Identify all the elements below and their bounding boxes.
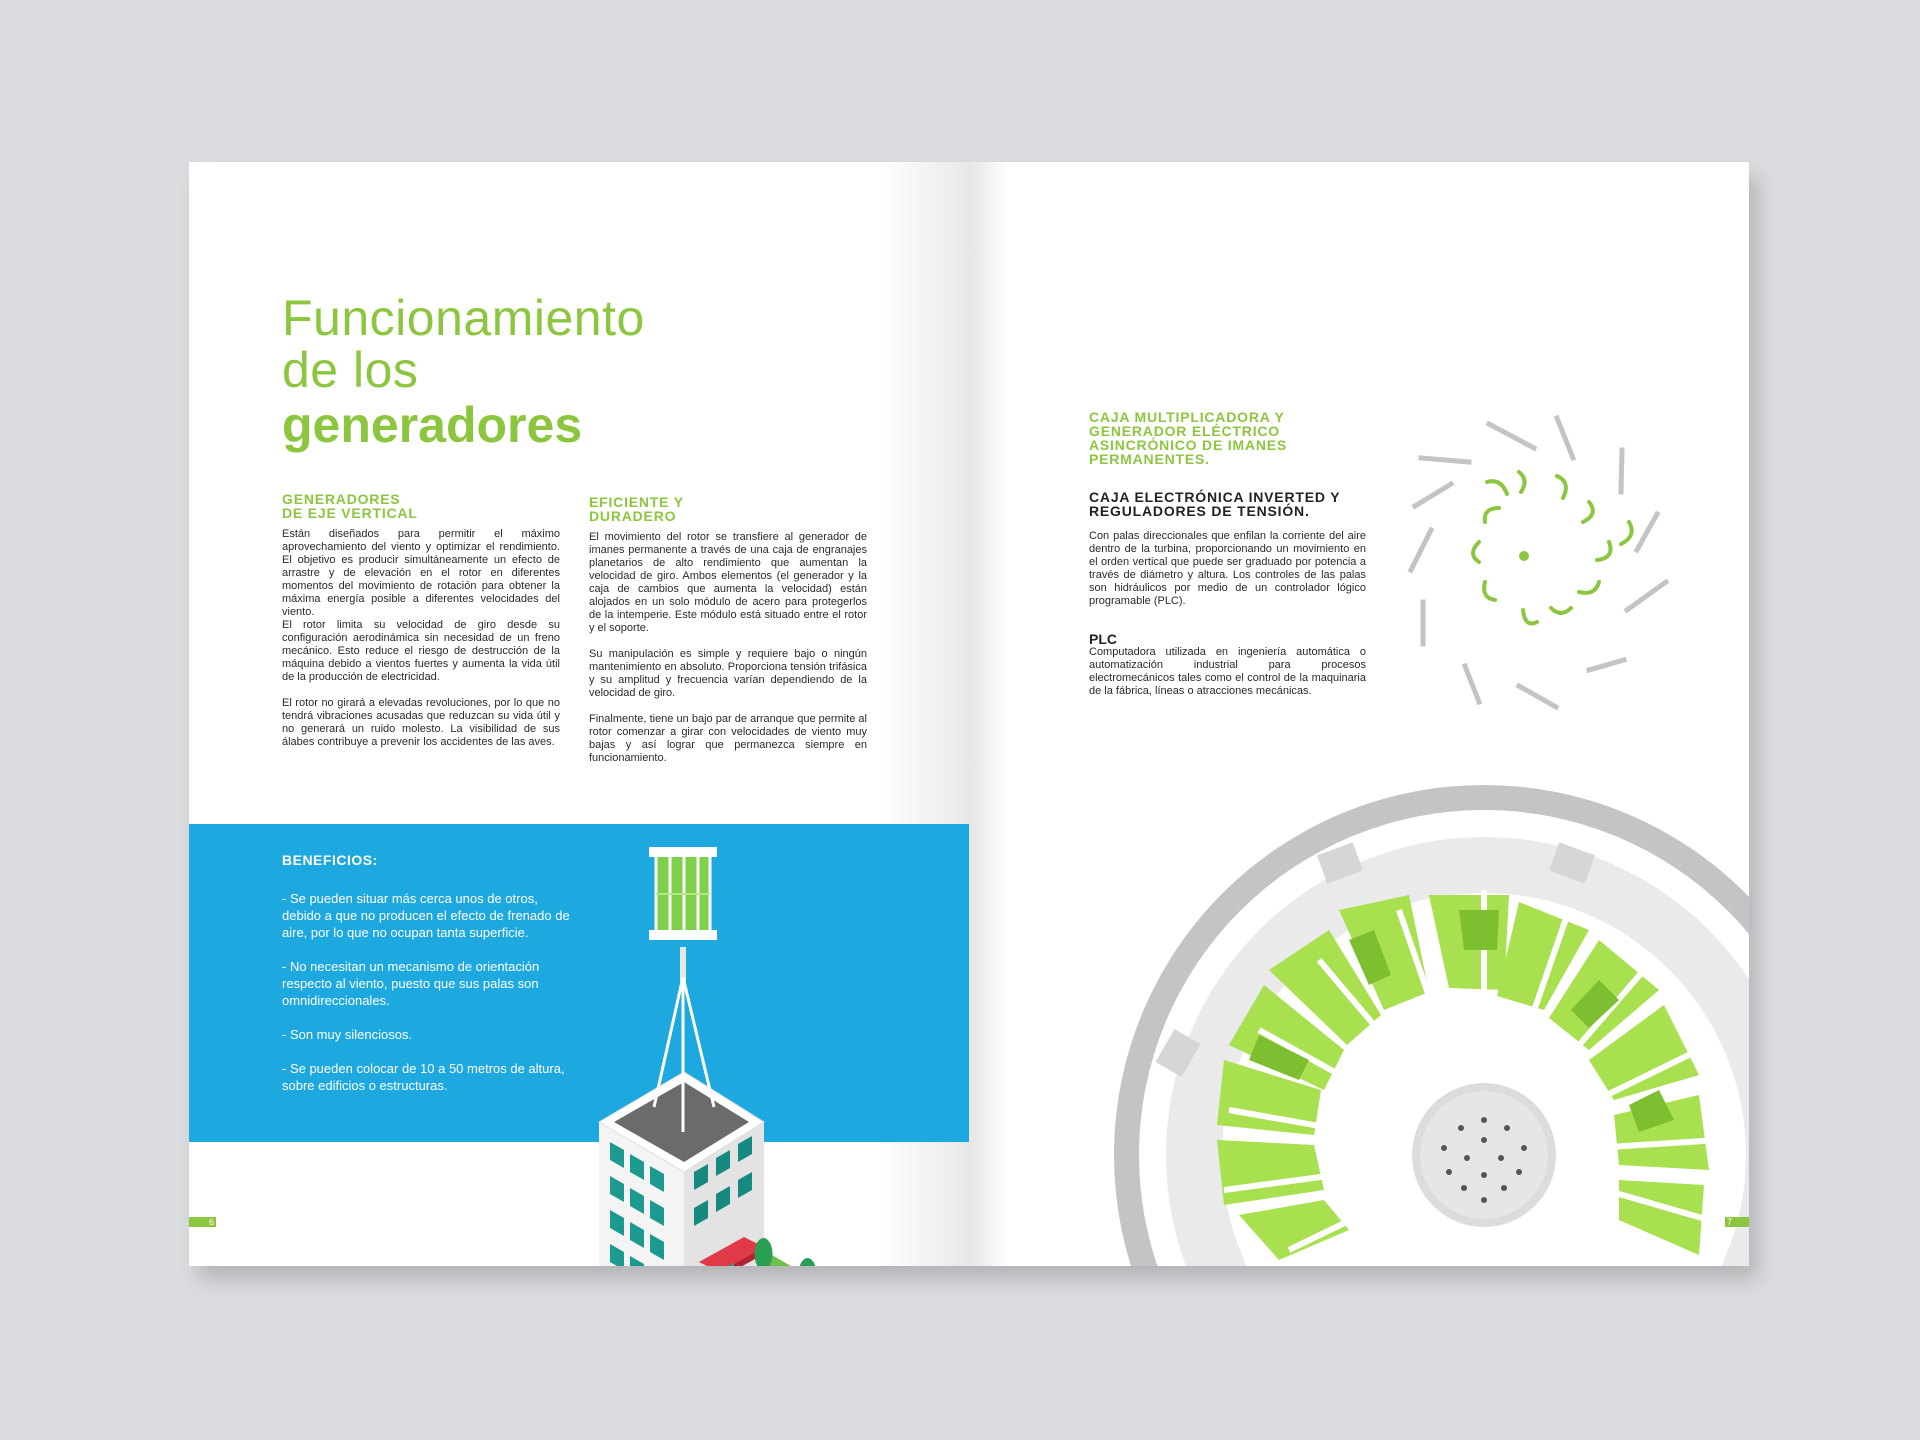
section-heading	[589, 495, 867, 523]
turbine-top-view-illustration	[1099, 760, 1749, 1266]
heading-line-1: GENERADORES	[282, 491, 401, 507]
right-column	[1089, 410, 1366, 698]
paragraph: Con palas direccionales que enfilan la corriente del aire dentro de la turbina, proporcionando un movimiento en el orden vertical que puede ser graduado por potencia a través de diámetro y altura. Los controles de las palas son hidráulicos por medio de un controlador lógico programable (PLC).	[1089, 530, 1366, 607]
paragraph: Están diseñados para permitir el máximo aprovechamiento del viento y optimizar el rendimiento. El objetivo es producir simultáneamente un efecto de arrastre y de elevación en el rotor en diferentes momentos del movimiento de rotación para obtener la máxima energía posible a diferentes velocidades del viento.	[282, 528, 560, 618]
column-efficient	[589, 495, 867, 765]
benefit-item: - Son muy silenciosos.	[282, 1027, 413, 1042]
paragraph: El rotor no girará a elevadas revoluciones, por lo que no tendrá vibraciones acusadas que reduzcan su vida útil y no generará un ruido molesto. La visibilidad de sus álabes contribuye a prevenir los accidentes de las aves.	[282, 697, 560, 748]
paragraph: Computadora utilizada en ingeniería automática o automatización industrial para procesos electromecánicos tales como el control de la maquinaria de la fábrica, líneas o atracciones mecánicas.	[1089, 646, 1366, 697]
plc-heading: PLC	[1089, 631, 1117, 647]
paragraph: Finalmente, tiene un bajo par de arranque que permite al rotor comenzar a girar con velocidades de viento muy bajas y así lograr que permanezca siempre en funcionamiento.	[589, 713, 867, 764]
benefits-box	[282, 852, 572, 1111]
page-number: 6	[189, 1217, 216, 1227]
benefit-item: - Se pueden colocar de 10 a 50 metros de altura, sobre edificios o estructuras.	[282, 1061, 565, 1093]
heading-line-2: DE EJE VERTICAL	[282, 505, 418, 521]
gutter-shadow	[969, 162, 1009, 1266]
section-heading: CAJA ELECTRÓNICA INVERTED Y REGULADORES DE TENSIÓN.	[1089, 489, 1341, 519]
rotor-spiral-graphic	[1399, 402, 1699, 732]
title-line-3: generadores	[282, 397, 583, 453]
section-heading	[282, 492, 560, 520]
title-line-1: Funcionamiento	[282, 290, 645, 346]
heading-line-2: DURADERO	[589, 508, 677, 524]
left-page	[189, 162, 969, 1266]
column-vertical-axis	[282, 492, 560, 749]
right-page	[969, 162, 1749, 1266]
benefits-heading: BENEFICIOS:	[282, 852, 378, 868]
benefit-item: - Se pueden situar más cerca unos de otros, debido a que no producen el efecto de frenado de aire, por lo que no ocupan tanta superficie.	[282, 891, 570, 940]
paragraph: El rotor limita su velocidad de giro desde su configuración aerodinámica sin necesidad de un freno mecánico. Esto reduce el riesgo de destrucción de la máquina debido a vientos fuertes y aumenta la vida útil de la producción de electricidad.	[282, 619, 560, 683]
page-title	[282, 292, 645, 454]
title-line-2: de los	[282, 342, 419, 398]
benefit-item: - No necesitan un mecanismo de orientación respecto al viento, puesto que sus palas son omnidireccionales.	[282, 959, 540, 1008]
section-heading-green: CAJA MULTIPLICADORA Y GENERADOR ELÉCTRICO ASINCRÓNICO DE IMANES PERMANENTES.	[1089, 409, 1288, 467]
page-number: 7	[1725, 1217, 1749, 1227]
paragraph: Su manipulación es simple y requiere bajo o ningún mantenimiento en absoluto. Proporciona tensión trifásica y su amplitud y frecuencia varían dependiendo de la velocidad de giro.	[589, 648, 867, 699]
heading-line-1: EFICIENTE Y	[589, 494, 684, 510]
paragraph: El movimiento del rotor se transfiere al generador de imanes permanente a través de una caja de engranajes planetarios de alto rendimiento que aumentan la velocidad de giro. Ambos elementos (el generador y la caja de cambios que aumenta la velocidad) están alojados en un solo módulo de acero para protegerlos de la intemperie. Este módulo está situado entre el rotor y el soporte.	[589, 531, 867, 634]
building-turbine-illustration	[544, 842, 844, 1266]
